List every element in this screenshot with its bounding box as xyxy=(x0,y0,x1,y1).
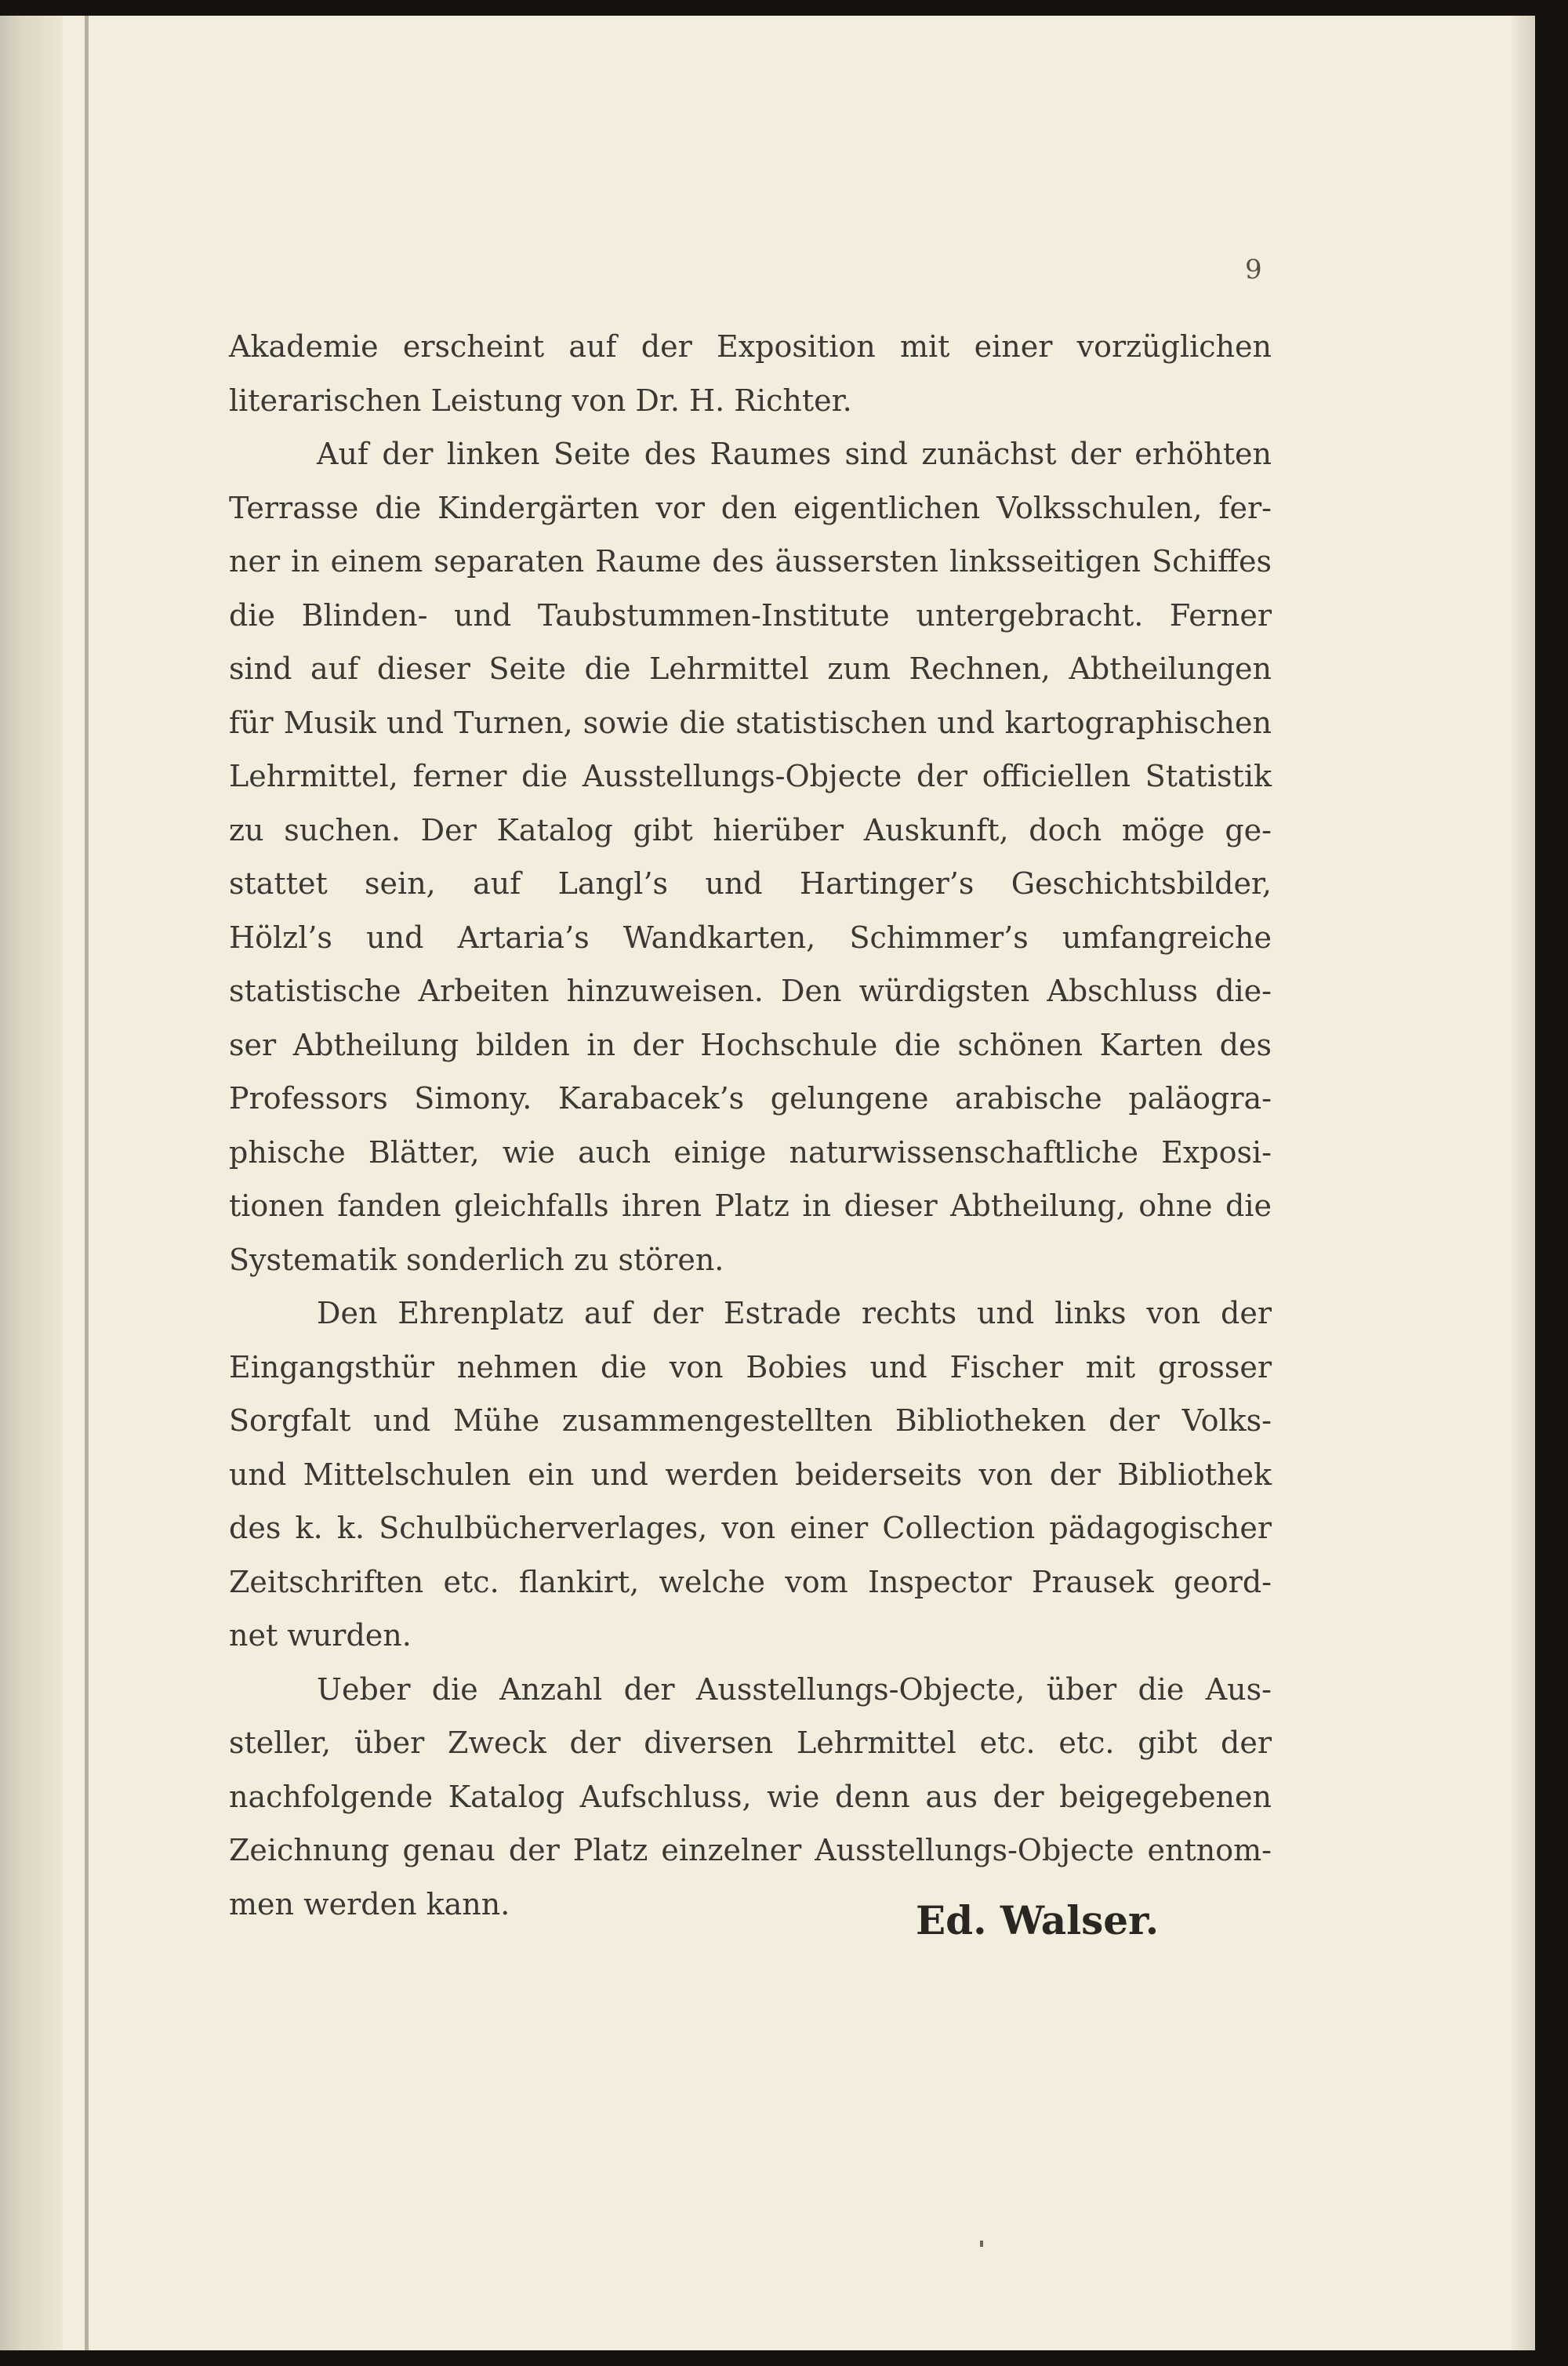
gutter-line xyxy=(85,16,89,2350)
page-number: 9 xyxy=(1245,254,1262,285)
right-page-edge xyxy=(1512,16,1535,2350)
left-page-edge xyxy=(0,16,63,2350)
text-line: nachfolgende Katalog Aufschluss, wie denn aus der beigegebenen xyxy=(229,1779,1272,1814)
text-line: phische Blätter, wie auch einige naturwissenschaftliche Exposi- xyxy=(229,1134,1272,1170)
text-line: für Musik und Turnen, sowie die statistischen und kartographischen xyxy=(229,705,1272,740)
text-line: Eingangsthür nehmen die von Bobies und Fischer mit grosser xyxy=(229,1349,1272,1384)
text-line: die Blinden- und Taubstummen-Institute untergebracht. Ferner xyxy=(229,597,1272,633)
text-line: net wurden. xyxy=(229,1618,412,1653)
text-line: men werden kann. xyxy=(229,1886,510,1921)
text-line: Systematik sonderlich zu stören. xyxy=(229,1242,724,1277)
text-line: Lehrmittel, ferner die Ausstellungs-Objecte der officiellen Statistik xyxy=(229,759,1272,793)
text-line: tionen fanden gleichfalls ihren Platz in dieser Abtheilung, ohne die xyxy=(229,1188,1272,1223)
text-line: Zeichnung genau der Platz einzelner Ausstellungs-Objecte entnom- xyxy=(229,1833,1272,1867)
text-line: literarischen Leistung von Dr. H. Richter. xyxy=(229,383,852,418)
text-line: des k. k. Schulbücherverlages, von einer Collection pädagogischer xyxy=(229,1511,1272,1545)
text-line: Terrasse die Kindergärten vor den eigentlichen Volksschulen, fer- xyxy=(229,490,1272,525)
text-line: Zeitschriften etc. flankirt, welche vom Inspector Prausek geord- xyxy=(229,1564,1272,1599)
author-signature: Ed. Walser. xyxy=(916,1897,1160,1943)
text-line: und Mittelschulen ein und werden beiderseits von der Bibliothek xyxy=(229,1457,1272,1492)
body-text xyxy=(229,320,1272,1931)
text-line: statistische Arbeiten hinzuweisen. Den würdigsten Abschluss die- xyxy=(229,974,1272,1008)
text-line: steller, über Zweck der diversen Lehrmittel etc. etc. gibt der xyxy=(229,1726,1272,1760)
text-line: stattet sein, auf Langl’s und Hartinger’s Geschichtsbilder, xyxy=(229,866,1272,901)
text-line: zu suchen. Der Katalog gibt hierüber Auskunft, doch möge ge- xyxy=(229,812,1272,847)
text-line: Professors Simony. Karabacek’s gelungene arabische paläogra- xyxy=(229,1081,1272,1116)
text-line: Ueber die Anzahl der Ausstellungs-Objecte, über die Aus- xyxy=(317,1671,1272,1707)
paper-sheet xyxy=(0,16,1535,2350)
text-line: Auf der linken Seite des Raumes sind zunächst der erhöhten xyxy=(317,437,1272,471)
text-line: Sorgfalt und Mühe zusammengestellten Bibliotheken der Volks- xyxy=(229,1403,1272,1438)
text-line: sind auf dieser Seite die Lehrmittel zum Rechnen, Abtheilungen xyxy=(229,651,1272,686)
text-line: Hölzl’s und Artaria’s Wandkarten, Schimmer’s umfangreiche xyxy=(229,920,1272,955)
text-line: Den Ehrenplatz auf der Estrade rechts und links von der xyxy=(317,1296,1272,1330)
text-line: ner in einem separaten Raume des äussersten linksseitigen Schiffes xyxy=(229,544,1272,579)
ink-speck xyxy=(980,2241,983,2247)
text-line: ser Abtheilung bilden in der Hochschule die schönen Karten des xyxy=(229,1027,1272,1062)
text-line: Akademie erscheint auf der Exposition mit einer vorzüglichen xyxy=(229,329,1272,364)
